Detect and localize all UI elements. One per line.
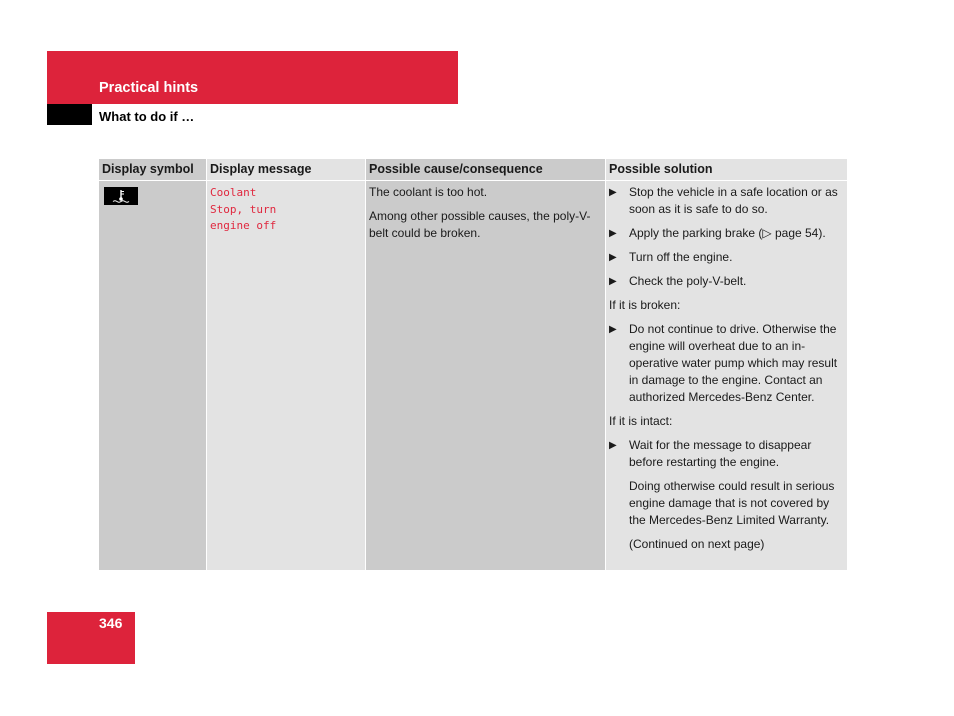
solution-step: [609, 273, 844, 290]
column-header: Display symbol: [99, 159, 206, 181]
condition-text: If it is intact:: [609, 414, 673, 428]
display-message-table: [99, 159, 847, 570]
bullet-arrow-icon: ▶: [609, 440, 617, 451]
subsection-marker: [47, 104, 92, 125]
solution-step: [609, 437, 844, 471]
cause-text: The coolant is too hot.: [369, 185, 488, 199]
bullet-arrow-icon: ▶: [609, 252, 617, 263]
column-header: Possible cause/consequence: [366, 159, 605, 181]
display-message-column: [207, 159, 365, 570]
coolant-temperature-icon: [104, 187, 138, 205]
solution-column: [606, 159, 847, 570]
bullet-arrow-icon: ▶: [609, 228, 617, 239]
cause-column: [366, 159, 605, 570]
continued-note: (Continued on next page): [629, 537, 765, 551]
display-message-line: Stop, turn: [210, 202, 277, 216]
column-header: Display message: [207, 159, 365, 181]
display-symbol-column: [99, 159, 206, 570]
display-message-line: Coolant: [210, 186, 257, 199]
warning-note: Doing otherwise could result in serious engine damage that is not covered by the Mercedes-Benz Limited Warranty.: [629, 479, 835, 527]
bullet-arrow-icon: ▶: [609, 187, 617, 198]
solution-step-text: Stop the vehicle in a safe location or as soon as it is safe to do so.: [629, 185, 838, 216]
solution-step-text: Turn off the engine.: [629, 250, 733, 264]
solution-step: [609, 249, 844, 266]
solution-step: [609, 225, 844, 242]
bullet-arrow-icon: ▶: [609, 324, 617, 335]
solution-step: [609, 321, 844, 406]
cause-text: Among other possible causes, the poly-V-belt could be broken.: [369, 209, 591, 240]
subsection-title: What to do if …: [99, 109, 195, 124]
solution-step: [609, 184, 844, 218]
display-message-line: engine off: [210, 219, 277, 233]
column-header: Possible solution: [606, 159, 847, 181]
condition-text: If it is broken:: [609, 298, 681, 312]
solution-step-text: Wait for the message to disappear before restarting the engine.: [629, 438, 812, 469]
bullet-arrow-icon: ▶: [609, 276, 617, 287]
solution-step-text: Do not continue to drive. Otherwise the engine will overheat due to an in-operative water pump which may result in damage to the engine. Contact an authorized Mercedes-Benz Center.: [629, 322, 838, 404]
section-title: Practical hints: [99, 80, 199, 96]
page-number: 346: [99, 615, 123, 631]
solution-step-text: Apply the parking brake (▷ page 54).: [629, 226, 826, 240]
section-header-band: [47, 51, 458, 104]
solution-step-text: Check the poly-V-belt.: [629, 274, 747, 288]
